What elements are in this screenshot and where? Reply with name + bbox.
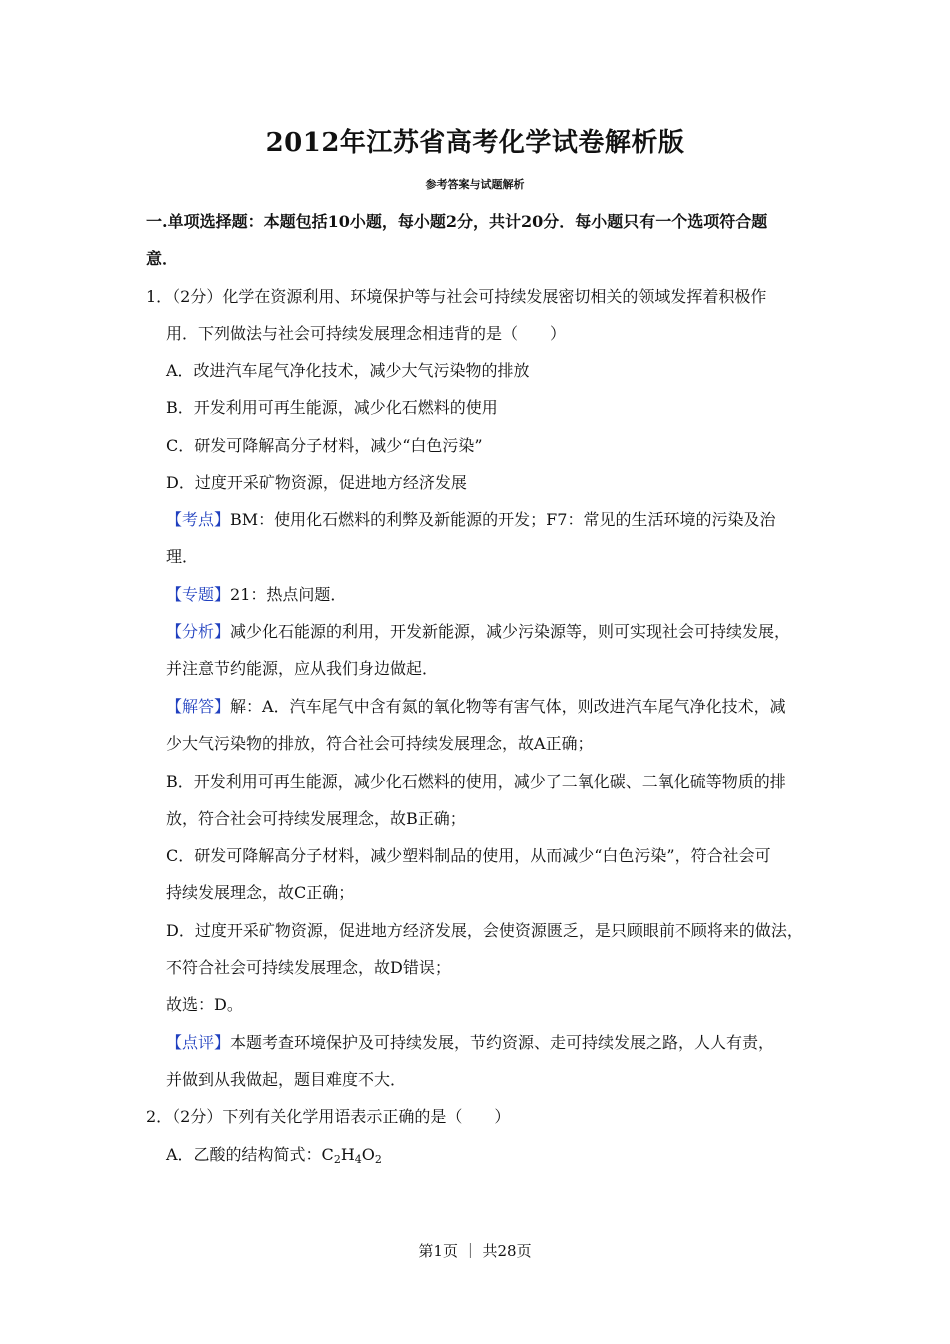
dianping-text: 本题考查环境保护及可持续发展，节约资源、走可持续发展之路，人人有责， [230, 1033, 775, 1052]
jieda-line9: 故选：D。 [166, 995, 243, 1014]
document-title: 2012年江苏省高考化学试卷解析版 [265, 128, 685, 158]
page-footer: 第1页 ｜ 共28页 [418, 1242, 532, 1260]
dianping-tag: 【点评】 [166, 1033, 231, 1052]
question-1-stem-line1: 1．（2分）化学在资源利用、环境保护等与社会可持续发展密切相关的领域发挥着积极作 [146, 287, 767, 306]
jieda-line4: 放，符合社会可持续发展理念，故B正确； [166, 809, 466, 828]
fenxi-line1 [166, 622, 790, 642]
option-a-text: A．乙酸的结构简式：C [166, 1145, 334, 1164]
fenxi-tag: 【分析】 [166, 622, 231, 641]
dianping-line2: 并做到从我做起，题目难度不大． [166, 1070, 407, 1089]
formula-subscript: 2 [374, 1153, 382, 1166]
jieda-tag: 【解答】 [166, 697, 231, 716]
dianping-line1 [166, 1033, 774, 1053]
formula-subscript: 2 [333, 1153, 341, 1166]
kaodian-line2: 理． [166, 547, 199, 566]
formula-element: H [340, 1145, 355, 1164]
question-1-stem-line2: 用．下列做法与社会可持续发展理念相违背的是（ ） [166, 324, 567, 343]
zhuanti-text: 21：热点问题． [230, 585, 347, 604]
question-1-option-d: D．过度开采矿物资源，促进地方经济发展 [166, 473, 467, 492]
question-1-option-b: B．开发利用可再生能源，减少化石燃料的使用 [166, 398, 498, 417]
jieda-line6: 持续发展理念，故C正确； [166, 883, 355, 902]
jieda-line2: 少大气污染物的排放，符合社会可持续发展理念，故A正确； [166, 734, 594, 753]
jieda-line8: 不符合社会可持续发展理念，故D错误； [166, 958, 451, 977]
zhuanti-tag: 【专题】 [166, 585, 231, 604]
section-heading-line2: 意． [146, 249, 179, 268]
jieda-line7: D．过度开采矿物资源，促进地方经济发展，会使资源匮乏，是只顾眼前不顾将来的做法， [166, 921, 803, 940]
zhuanti-line [166, 585, 346, 605]
kaodian-tag: 【考点】 [166, 510, 231, 529]
kaodian-text: BM：使用化石燃料的利弊及新能源的开发；F7：常见的生活环境的污染及治 [230, 510, 776, 529]
formula-subscript: 4 [354, 1153, 362, 1166]
question-1-option-c: C．研发可降解高分子材料，减少“白色污染” [166, 436, 483, 455]
formula-element: O [361, 1145, 375, 1164]
jieda-text: 解：A．汽车尾气中含有氮的氧化物等有害气体，则改进汽车尾气净化技术，减 [230, 697, 786, 716]
question-1-option-a: A．改进汽车尾气净化技术，减少大气污染物的排放 [166, 361, 530, 380]
section-heading-line1: 一.单项选择题：本题包括10小题，每小题2分，共计20分．每小题只有一个选项符合题 [146, 212, 768, 231]
kaodian-line1 [166, 510, 775, 530]
jieda-line5: C．研发可降解高分子材料，减少塑料制品的使用，从而减少“白色污染”，符合社会可 [166, 846, 771, 865]
question-2-stem: 2．（2分）下列有关化学用语表示正确的是（ ） [146, 1107, 511, 1126]
jieda-line1 [166, 697, 786, 717]
jieda-line3: B．开发利用可再生能源，减少化石燃料的使用，减少了二氧化碳、二氧化硫等物质的排 [166, 772, 786, 791]
question-2-option-a [166, 1145, 382, 1165]
fenxi-text: 减少化石能源的利用，开发新能源，减少污染源等，则可实现社会可持续发展， [230, 622, 791, 641]
fenxi-line2: 并注意节约能源，应从我们身边做起． [166, 659, 439, 678]
document-subtitle: 参考答案与试题解析 [425, 178, 525, 191]
